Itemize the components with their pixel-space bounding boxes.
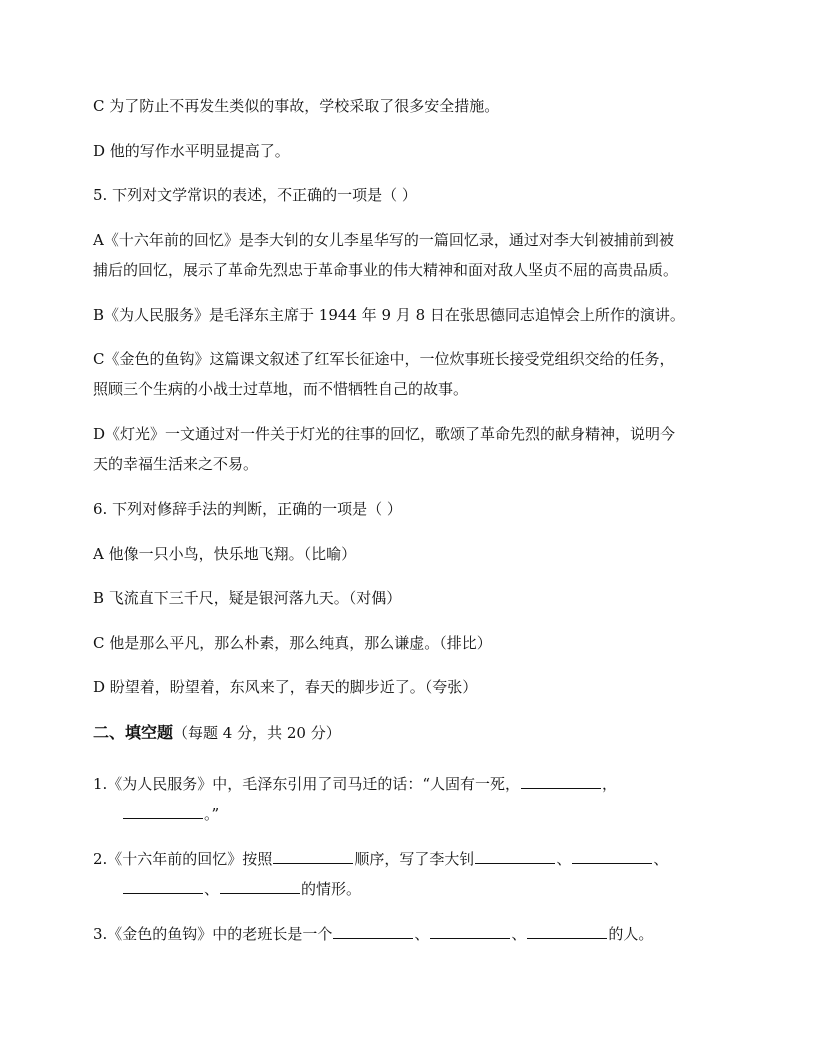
fill-q3-blank-1[interactable] [333, 923, 413, 939]
option-b-q6: B 飞流直下三千尺，疑是银河落九天。（对偶） [93, 589, 402, 607]
option-b-q5: B《为人民服务》是毛泽东主席于 1944 年 9 月 8 日在张思德同志追悼会上所作的演讲。 [93, 306, 685, 324]
fill-q2-end: 的情形。 [301, 880, 362, 898]
section-2-heading [93, 723, 341, 743]
fill-question-1-line1 [93, 773, 617, 794]
option-a-q6: A 他像一只小鸟，快乐地飞翔。（比喻） [93, 545, 357, 563]
fill-question-1-line2 [122, 803, 219, 824]
fill-q2-blank-4[interactable] [123, 878, 203, 894]
option-d-q4: D 他的写作水平明显提高了。 [93, 142, 290, 160]
fill-q1-blank-1[interactable] [521, 773, 601, 789]
fill-q2-blank-2[interactable] [475, 848, 555, 864]
option-a-q5-line2: 捕后的回忆，展示了革命先烈忠于革命事业的伟大精神和面对敌人坚贞不屈的高贵品质。 [93, 261, 679, 279]
fill-q3-blank-3[interactable] [527, 923, 607, 939]
fill-q2-blank-3[interactable] [572, 848, 652, 864]
fill-q3-sep-2: 、 [511, 925, 527, 943]
fill-q3-text: 3.《金色的鱼钩》中的老班长是一个 [93, 925, 333, 943]
option-c-q6: C 他是那么平凡，那么朴素，那么纯真，那么谦虚。（排比） [93, 634, 492, 652]
section-2-score-note: （每题 4 分，共 20 分） [173, 724, 341, 742]
fill-q3-end: 的人。 [608, 925, 654, 943]
fill-q2-text: 2.《十六年前的回忆》按照 [93, 850, 273, 868]
fill-q2-blank-5[interactable] [220, 878, 300, 894]
option-c-q5-line1: C《金色的鱼钩》这篇课文叙述了红军长征途中，一位炊事班长接受党组织交给的任务， [93, 350, 675, 368]
option-c-q4: C 为了防止不再发生类似的事故，学校采取了很多安全措施。 [93, 97, 500, 115]
option-d-q5-line2: 天的幸福生活来之不易。 [93, 455, 259, 473]
fill-q3-blank-2[interactable] [430, 923, 510, 939]
fill-q1-end: 。” [204, 805, 220, 823]
fill-q2-text-2: 顺序，写了李大钊 [354, 850, 475, 868]
fill-q2-sep-1: 、 [556, 850, 572, 868]
question-6-stem: 6. 下列对修辞手法的判断，正确的一项是（ ） [93, 500, 402, 518]
question-5-stem: 5. 下列对文学常识的表述，不正确的一项是（ ） [93, 186, 417, 204]
option-d-q6: D 盼望着，盼望着，东风来了，春天的脚步近了。（夸张） [93, 678, 478, 696]
section-2-title: 二、填空题 [93, 723, 174, 742]
option-a-q5-line1: A《十六年前的回忆》是李大钊的女儿李星华写的一篇回忆录，通过对李大钊被捕前到被 [93, 231, 674, 249]
fill-q3-sep-1: 、 [414, 925, 430, 943]
fill-question-2-line1 [93, 848, 668, 869]
fill-q2-sep-2: 、 [653, 850, 669, 868]
option-d-q5-line1: D《灯光》一文通过对一件关于灯光的往事的回忆，歌颂了革命先烈的献身精神，说明今 [93, 425, 676, 443]
fill-question-3 [93, 923, 653, 944]
option-c-q5-line2: 照顾三个生病的小战士过草地，而不惜牺牲自己的故事。 [93, 380, 469, 398]
fill-q1-blank-2[interactable] [123, 803, 203, 819]
fill-q2-sep-3: 、 [204, 880, 220, 898]
fill-q2-blank-1[interactable] [273, 848, 353, 864]
fill-q1-comma: ， [601, 775, 617, 793]
fill-q1-text: 1.《为人民服务》中，毛泽东引用了司马迁的话：“人固有一死， [93, 775, 520, 793]
fill-question-2-line2 [122, 878, 361, 899]
